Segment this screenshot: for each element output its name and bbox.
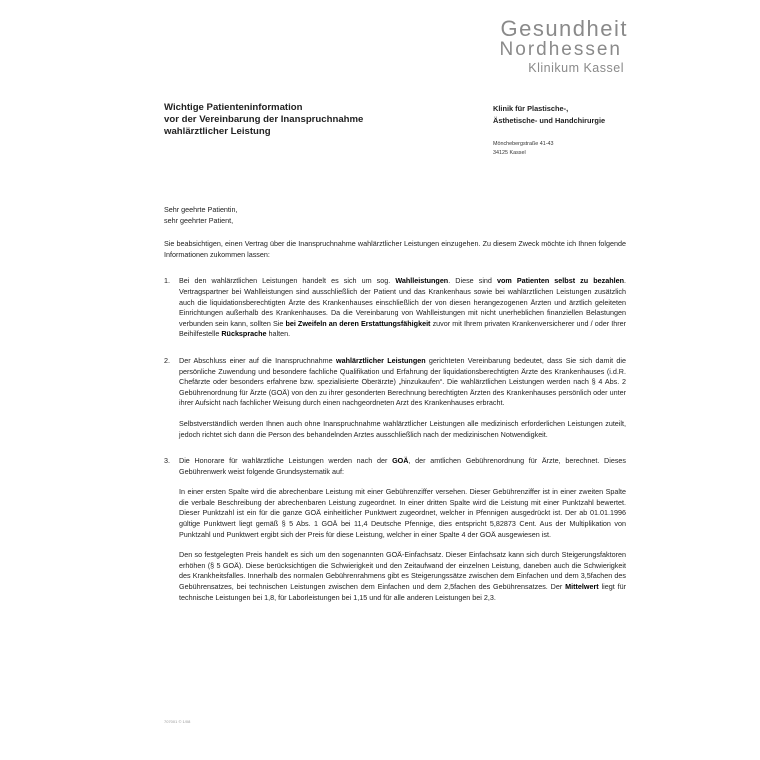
intro-paragraph: Sie beabsichtigen, einen Vertrag über die Inanspruchnahme wahlärztlicher Leistungen einzugehen. Zu diesem Zweck möchte ich Ihnen folgende Informationen zukommen lassen: [164,239,626,259]
logo-line-klinikum: Klinikum Kassel [528,61,624,75]
logo-line-nordhessen: Nordhessen [499,39,622,60]
list-item-3 [164,456,626,603]
item-3-paragraph-3: Den so festgelegten Preis handelt es sich um den sogenannten GOÄ-Einfachsatz. Dieser Einfachsatz kann sich durch Steigerungsfaktoren erhöhen (§ 5 GOÄ). Diese berücksichtigen die Schwierigkeit und den Zeitaufwand der einzelnen Leistung, daneben auch die Schwierigkeit des Krankheitsfalles. Innerhalb des normalen Gebührenrahmens gibt es Steigerungssätze zwischen dem Einfachen und dem 3,5fachen des Gebührensatzes, bei technischen Leistungen zwischen dem Einfachen und dem 2,5fachen des Gebührensatzes. Der Mittelwert liegt für technische Leistungen bei 1,8, für Laborleistungen bei 1,15 und für alle anderen Leistungen bei 2,3. [179,550,626,602]
title-line-2: vor der Vereinbarung der Inanspruchnahme [164,114,364,125]
clinic-line-1: Klinik für Plastische-, [493,104,569,113]
salutation-line-2: sehr geehrter Patient, [164,215,234,225]
list-number: 1. [164,276,170,286]
salutation [164,205,626,226]
list-item-body [179,456,626,603]
item-3-paragraph-2: In einer ersten Spalte wird die abrechenbare Leistung mit einer Gebührenziffer versehen. Dieser Gebührenziffer ist in einer zweiten Spalte die verbale Beschreibung der abrechenbaren Leistung zugeordnet. In einer dritten Spalte wird die Leistung mit einer Punktzahl bewertet. Dieser Punktzahl ist ein für die ganze GOÄ einheitlicher Punktwert zugeordnet, welcher in Pfennigen ausgedrückt ist. Der ab 01.01.1996 gültige Punktwert liegt gemäß § 5 Abs. 1 GOÄ bei 11,4 Deutsche Pfennige, dies entspricht 5,82873 Cent. Aus der Multiplikation von Punktzahl und Punktwert ergibt sich der Preis für diese Leistung, welcher in einer Spalte 4 der GOÄ ausgewiesen ist. [179,487,626,539]
document-title [164,102,363,138]
letter-body [164,205,626,619]
list-number: 3. [164,456,170,466]
hospital-logo [500,18,628,76]
item-2-paragraph-1: Der Abschluss einer auf die Inanspruchnahme wahlärztlicher Leistungen gerichteten Vereinbarung bedeutet, dass Sie sich damit die persönliche Zuwendung und besondere fachliche Qualifikation und Erfahrung der liquidationsberechtigten Ärzte des Krankenhauses (i.d.R. Chefärzte oder besonders erfahrene bzw. spezialisierte Oberärzte) „hinzukaufen“. Die wahlärztlichen Leistungen werden nach § 4 Abs. 2 Gebührenordnung für Ärzte (GOÄ) von den zu ihrer gesonderten Berechnung berechtigten Ärzten des Krankenhauses persönlich oder unter ihrer Aufsicht nach fachlicher Weisung durch einen nachgeordneten Arzt des Krankenhauses erbracht. [179,355,627,408]
address-street: Mönchebergstraße 41-43 [493,141,554,147]
clinic-address [493,140,554,157]
list-item-body [179,356,626,440]
list-item-1 [164,276,626,340]
clinic-line-2: Ästhetische- und Handchirurgie [493,116,606,125]
salutation-line-1: Sehr geehrte Patientin, [164,205,238,214]
list-number: 2. [164,355,170,365]
list-item-body [179,276,626,340]
form-number: 707001 © 1/08 [164,719,191,724]
address-city: 34125 Kassel [493,149,526,156]
item-1-paragraph: Bei den wahlärztlichen Leistungen handelt es sich um sog. Wahlleistungen. Diese sind vom Patienten selbst zu bezahlen. Vertragspartner bei Wahlleistungen sind ausschließlich der Patient und das Krankenhaus sowie bei wahlärztlichen Leistungen zusätzlich auch die liquidationsberechtigten Ärzte des Krankenhauses einschließlich der von diesen herangezogenen Ärzten und ärztlich geleiteten Einrichtungen außerhalb des Krankenhauses. Da die Vereinbarung von Wahlleistungen mit nicht unerheblichen finanziellen Belastungen verbunden sein kann, sollten Sie bei Zweifeln an deren Erstattungsfähigkeit zuvor mit Ihrem privaten Krankenversicherer und / oder Ihrer Beihilfestelle Rücksprache halten. [179,276,627,339]
item-2-paragraph-2: Selbstverständlich werden Ihnen auch ohne Inanspruchnahme wahlärztlicher Leistungen alle medizinisch erforderlichen Leistungen zuteilt, jedoch richtet sich dann die Person des behandelnden Arztes ausschließlich nach der medizinischen Notwendigkeit. [179,418,626,439]
title-line-3: wahlärztlicher Leistung [164,126,271,137]
logo-line-gesundheit: Gesundheit [500,16,628,41]
title-line-1: Wichtige Patienteninformation [164,102,303,113]
clinic-name [493,103,605,127]
item-3-paragraph-1: Die Honorare für wahlärztliche Leistungen werden nach der GOÄ, der amtlichen Gebührenordnung für Ärzte, berechnet. Dieses Gebührenwerk weist folgende Grundsystematik auf: [179,456,626,476]
list-item-2 [164,356,626,440]
